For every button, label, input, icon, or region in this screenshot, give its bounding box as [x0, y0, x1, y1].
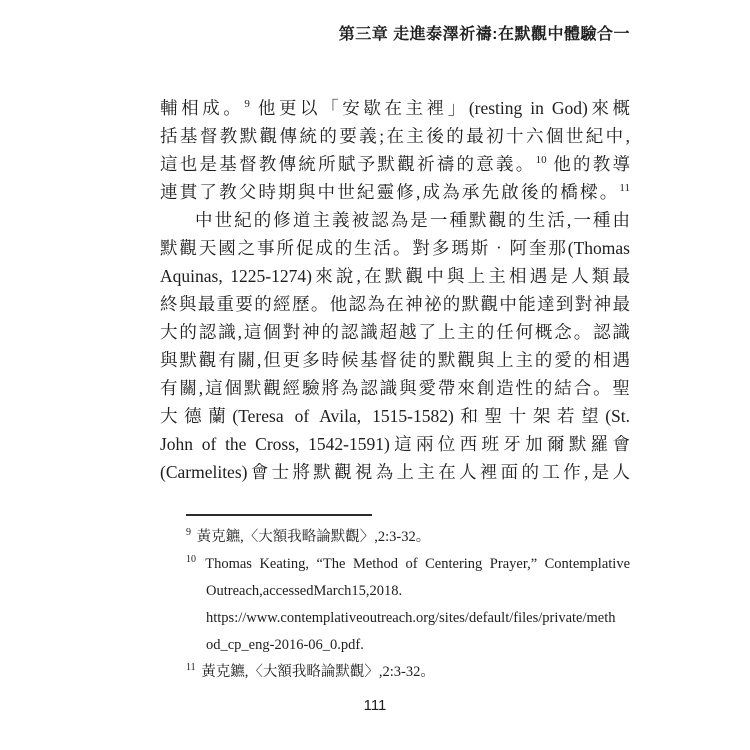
page-number: 111	[363, 697, 387, 714]
body-line: 與默觀有關,但更多時候基督徒的默觀與上主的愛的相遇	[160, 350, 630, 370]
footnote-line: Outreach,accessedMarch15,2018.	[206, 583, 403, 599]
body-line: 輔相成。$^9$ 他更以「安歇在主裡」(resting in God)來概	[160, 98, 630, 118]
body-line: 默觀天國之事所促成的生活。對多瑪斯‧阿奎那(Thomas	[160, 238, 630, 258]
footnote-item: $^{10}$ Thomas Keating, “The Method of Centering Prayer,” Contemplative	[186, 554, 630, 572]
footnote-separator	[186, 514, 372, 516]
footnote-ref: 10	[535, 154, 547, 167]
body-line: 這也是基督教傳統所賦予默觀祈禱的意義。$^{10}$ 他的教導	[160, 154, 631, 174]
body-line: 大德蘭(Teresa of Avila, 1515-1582)和聖十架若望(St.	[160, 406, 630, 426]
footnote-line: od_cp_eng-2016-06_0.pdf.	[206, 637, 364, 653]
footnote-marker: 9	[186, 527, 191, 539]
footnote-line: https://www.contemplativeoutreach.org/sites/default/files/private/meth	[206, 610, 616, 626]
footnote-item: $^{11}$ 黃克鑣,〈大額我略論默觀〉,2:3-32。	[186, 662, 435, 680]
footnote-item: $^9$ 黃克鑣,〈大額我略論默觀〉,2:3-32。	[186, 527, 431, 545]
body-text	[160, 94, 630, 486]
footnote-marker: 11	[186, 662, 196, 674]
running-head: 第三章 走進泰澤祈禱:在默觀中體驗合一	[338, 26, 630, 43]
body-line: 中世紀的修道主義被認為是一種默觀的生活,一種由	[195, 210, 630, 230]
body-line: (Carmelites)會士將默觀視為上主在人裡面的工作,是人	[160, 462, 630, 482]
body-line: 終與最重要的經歷。他認為在神祕的默觀中能達到對神最	[160, 294, 630, 314]
body-line: John of the Cross, 1542-1591)這兩位西班牙加爾默羅會	[160, 434, 630, 454]
body-line: 括基督教默觀傳統的要義;在主後的最初十六個世紀中,	[160, 126, 630, 146]
body-line: 有關,這個默觀經驗將為認識與愛帶來創造性的結合。聖	[160, 378, 630, 398]
footnote-ref: 11	[619, 182, 630, 195]
footnote-ref: 9	[244, 98, 250, 111]
body-line: 大的認識,這個對神的認識超越了上主的任何概念。認識	[160, 322, 630, 342]
body-line: Aquinas, 1225-1274)來說,在默觀中與上主相遇是人類最	[160, 266, 630, 286]
footnotes	[186, 524, 630, 686]
footnote-marker: 10	[186, 554, 196, 566]
body-line: 連貫了教父時期與中世紀靈修,成為承先啟後的橋樑。$^{11}$	[160, 182, 630, 202]
